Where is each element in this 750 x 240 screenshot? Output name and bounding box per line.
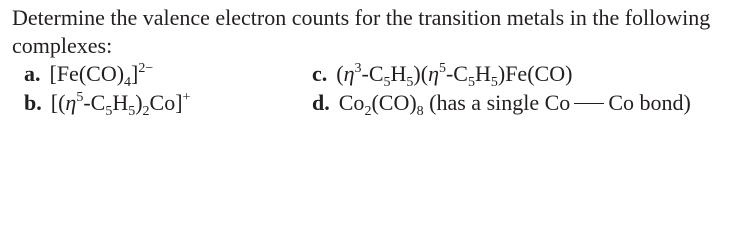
complex-item-c [312,60,572,88]
complex-item-b [24,89,190,117]
complex-item-d [312,89,691,117]
complex-formula-c: $(\eta^3-C_5H_5)(\eta^5-C_5H_5)Fe(CO)$ [336,61,573,90]
complex-formula-d: $Co_2(CO)_8$ (has a single Co Co bond) [338,90,691,119]
complex-list [12,60,742,120]
complex-formula-a: $[Fe(CO)_4]^{2-}$ [49,61,154,90]
prompt-line-1: Determine the valence electron counts for the transition metals in the following [12,5,711,30]
problem-block [12,4,742,120]
complex-formula-b: $[(\eta^5-C_5H_5)_2Co]^+$ [50,90,191,119]
item-letter-c: c. [312,61,328,86]
prompt-line-2: complexes: [12,33,113,58]
problem-prompt [12,4,742,60]
complex-item-a [24,60,153,88]
item-letter-d: d. [312,90,330,115]
item-letter-b: b. [24,90,42,115]
item-letter-a: a. [24,61,41,86]
